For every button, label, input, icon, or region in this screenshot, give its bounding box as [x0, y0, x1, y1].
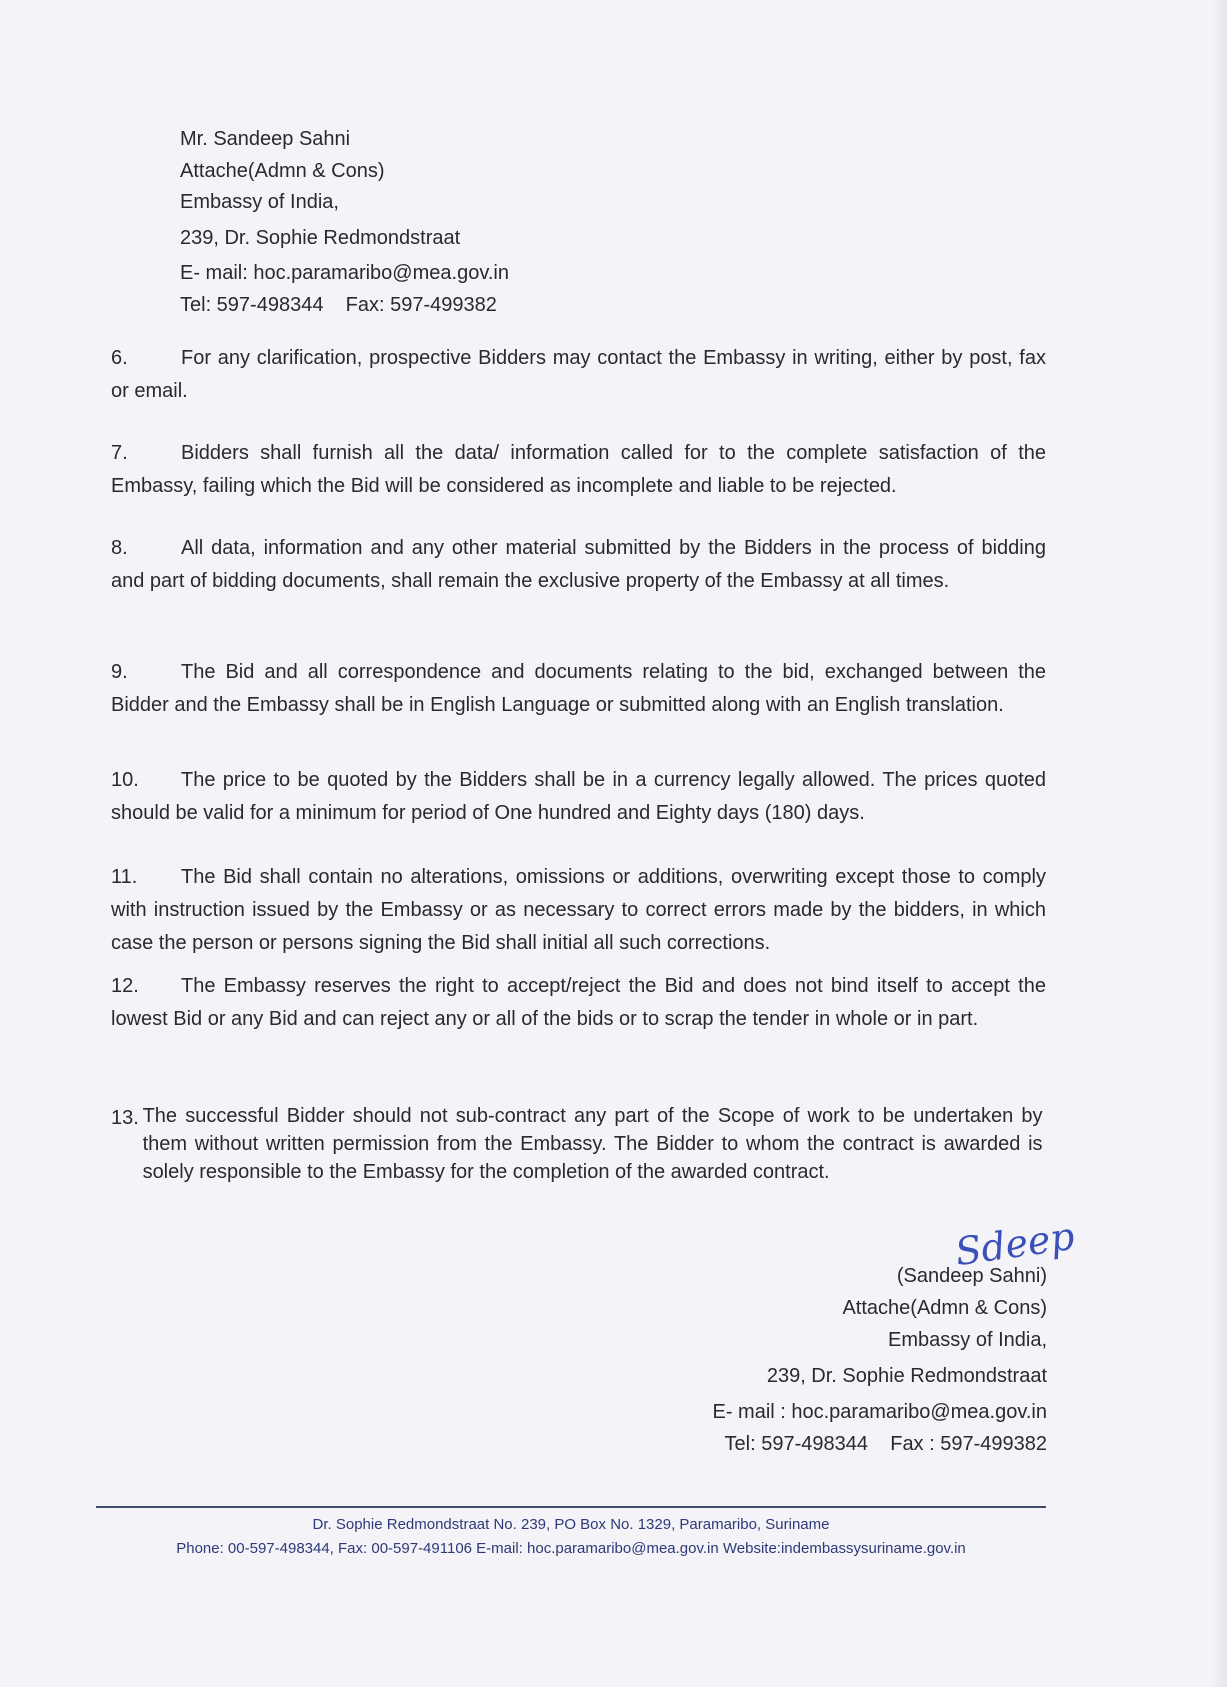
clause-text: The Embassy reserves the right to accept/reject the Bid and does not bind itself to accept the lowest Bid or any Bid and can reject any or all of the bids or to scrap the tender in whole or in part. — [111, 975, 1046, 1030]
signatory-name: (Sandeep Sahni) — [896, 1265, 1047, 1287]
handwritten-signature: Sdeep — [952, 1213, 1078, 1275]
clause-number: 7. — [111, 442, 128, 464]
clause-text: For any clarification, prospective Bidders may contact the Embassy in writing, either by post, fax or email. — [111, 347, 1046, 402]
clause-number: 12. — [111, 975, 139, 997]
signatory-tel-fax: Tel: 597-498344 Fax : 597-499382 — [724, 1433, 1047, 1455]
contact-address-block — [180, 124, 509, 321]
contact-street: 239, Dr. Sophie Redmondstraat — [180, 226, 461, 249]
clause-text: The Bid and all correspondence and documents relating to the bid, exchanged between the Bidder and the Embassy shall be in English Language or submitted along with an English translation. — [111, 661, 1046, 716]
clause-number: 13. — [111, 1107, 139, 1129]
clause-12 — [111, 970, 1046, 1036]
footer-divider — [96, 1506, 1046, 1508]
contact-email: E- mail: hoc.paramaribo@mea.gov.in — [180, 262, 509, 284]
signatory-street: 239, Dr. Sophie Redmondstraat — [766, 1365, 1047, 1387]
clause-text: Bidders shall furnish all the data/ information called for to the complete satisfaction of the Embassy, failing which the Bid will be considered as incomplete and liable to be rejected. — [111, 442, 1046, 497]
clause-6 — [111, 342, 1046, 408]
clause-8 — [111, 532, 1046, 598]
signatory-title: Attache(Admn & Cons) — [842, 1297, 1047, 1319]
signatory-org: Embassy of India, — [888, 1329, 1047, 1351]
letterhead-footer — [96, 1513, 1046, 1561]
clause-11 — [111, 861, 1046, 960]
clause-9 — [111, 656, 1046, 722]
signatory-block — [712, 1260, 1047, 1460]
footer-address: Dr. Sophie Redmondstraat No. 239, PO Box No. 1329, Paramaribo, Suriname — [312, 1516, 830, 1533]
clause-number: 9. — [111, 661, 128, 683]
footer-contacts: Phone: 00-597-498344, Fax: 00-597-491106 E-mail: hoc.paramaribo@mea.gov.in Website:indembassysuriname.gov.in — [176, 1540, 966, 1557]
clause-number: 8. — [111, 537, 128, 559]
clause-text: All data, information and any other material submitted by the Bidders in the process of bidding and part of bidding documents, shall remain the exclusive property of the Embassy at all times. — [111, 537, 1046, 592]
signatory-email: E- mail : hoc.paramaribo@mea.gov.in — [712, 1401, 1047, 1423]
clause-7 — [111, 437, 1046, 503]
clause-number: 11. — [111, 866, 138, 888]
page-edge — [1213, 0, 1227, 1687]
contact-name: Mr. Sandeep Sahni — [180, 128, 351, 150]
clause-text: The successful Bidder should not sub-contract any part of the Scope of work to be undertaken by them without written permission from the Embassy. The Bidder to whom the contract is awarded is solely responsible to the Embassy for the completion of the awarded contract. — [142, 1105, 1043, 1183]
clause-number: 10. — [111, 769, 139, 791]
clause-10 — [111, 764, 1046, 830]
clause-text: The Bid shall contain no alterations, omissions or additions, overwriting except those to comply with instruction issued by the Embassy or as necessary to correct errors made by the bidders, in which case the person or persons signing the Bid shall initial all such corrections. — [111, 866, 1046, 954]
clause-number: 6. — [111, 347, 128, 369]
contact-org: Embassy of India, — [180, 191, 339, 213]
contact-tel-fax: Tel: 597-498344 Fax: 597-499382 — [180, 293, 497, 316]
clause-13 — [111, 1102, 1046, 1186]
contact-title: Attache(Admn & Cons) — [180, 159, 385, 182]
clause-text: The price to be quoted by the Bidders shall be in a currency legally allowed. The prices quoted should be valid for a minimum for period of One hundred and Eighty days (180) days. — [111, 769, 1046, 824]
